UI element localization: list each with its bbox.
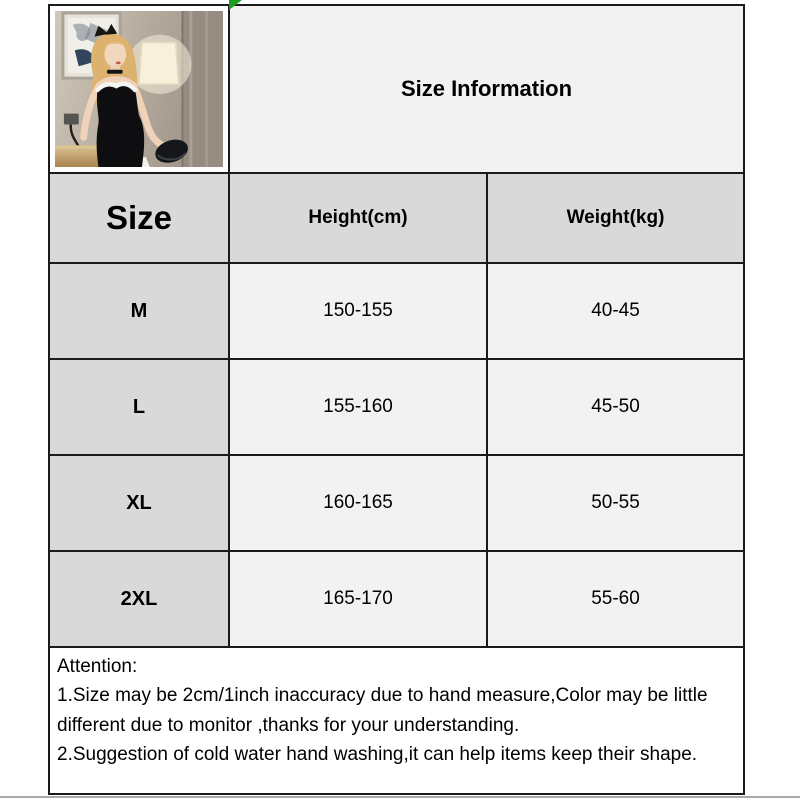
product-photo-image (55, 11, 223, 167)
column-header-height: Height(cm) (230, 174, 486, 262)
height-value-2xl: 165-170 (230, 552, 486, 646)
size-label-2xl: 2XL (50, 552, 228, 646)
size-label-xl: XL (50, 456, 228, 550)
weight-value-2xl: 55-60 (488, 552, 743, 646)
attention-box (50, 648, 743, 793)
size-chart-table (48, 4, 745, 795)
product-photo (50, 6, 228, 172)
weight-value-m: 40-45 (488, 264, 743, 358)
size-label-l: L (50, 360, 228, 454)
attention-title: Attention: (57, 656, 138, 677)
height-value-xl: 160-165 (230, 456, 486, 550)
weight-value-l: 45-50 (488, 360, 743, 454)
attention-note-2: 2.Suggestion of cold water hand washing,it can help items keep their shape. (57, 744, 698, 766)
size-label-m: M (50, 264, 228, 358)
size-information-title: Size Information (230, 6, 743, 172)
bottom-divider-line (0, 796, 800, 798)
height-value-m: 150-155 (230, 264, 486, 358)
column-header-weight: Weight(kg) (488, 174, 743, 262)
weight-value-xl: 50-55 (488, 456, 743, 550)
attention-note-1: 1.Size may be 2cm/1inch inaccuracy due to hand measure,Color may be little different due to monitor ,thanks for your understanding. (57, 685, 708, 736)
column-header-size: Size (50, 174, 228, 262)
height-value-l: 155-160 (230, 360, 486, 454)
lamp (128, 35, 191, 94)
